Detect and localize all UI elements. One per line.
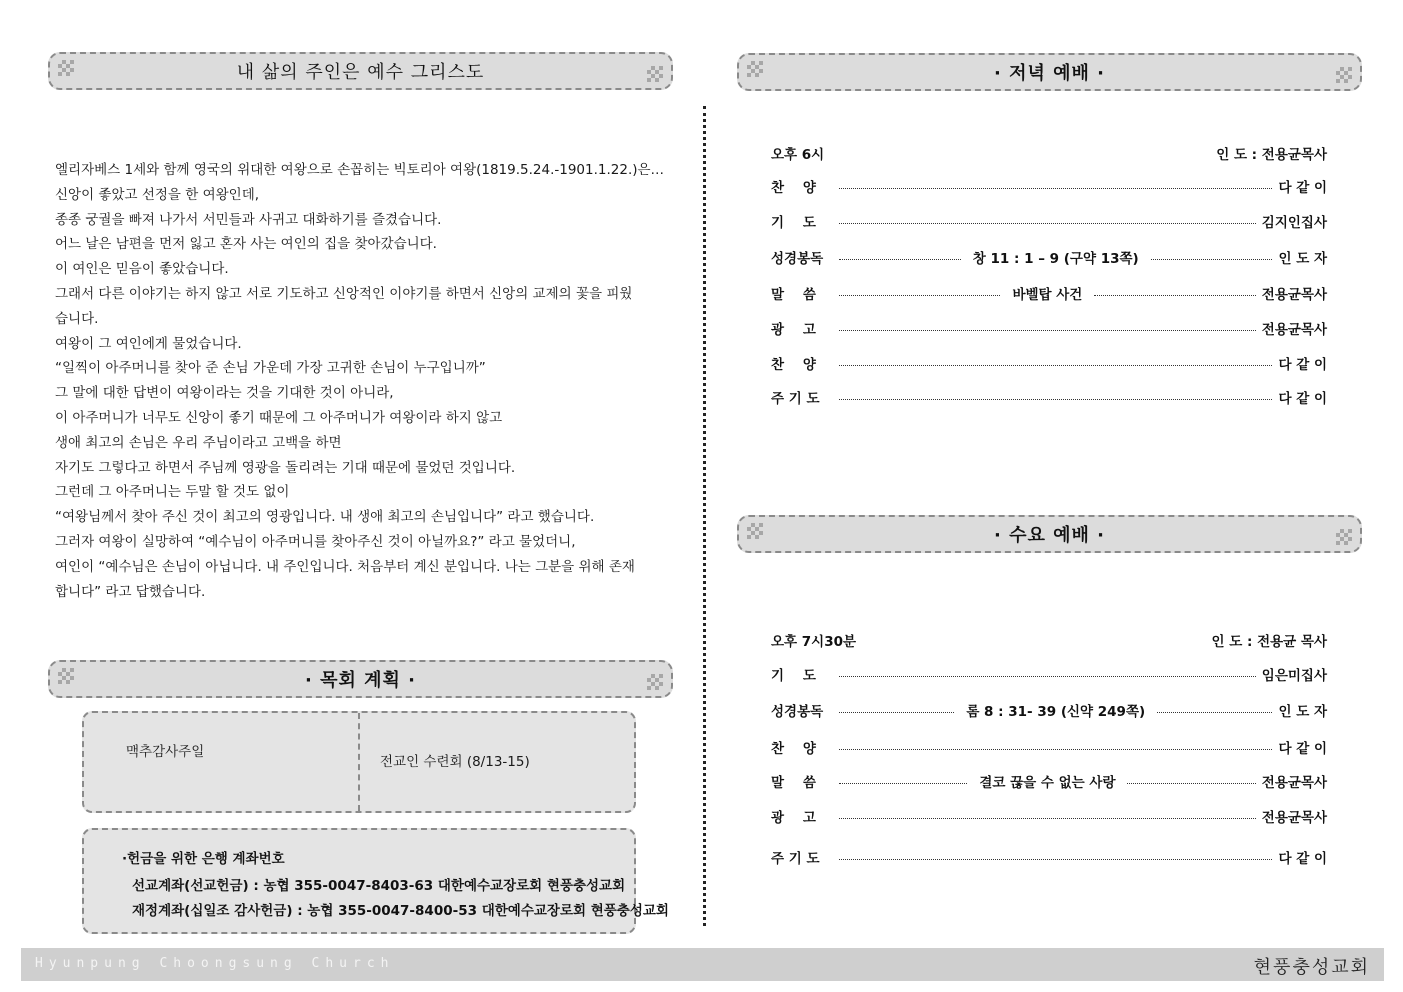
evening-service-time: 오후 6시 <box>771 147 825 163</box>
meditation-line: 그 말에 대한 답변이 여왕이라는 것을 기대한 것이 아니라, <box>55 385 394 402</box>
order-label: 말 씀 <box>771 287 816 303</box>
order-person: 전용균목사 <box>1261 287 1327 303</box>
order-person: 김지인집사 <box>1261 215 1327 231</box>
dotted-leader <box>839 330 1256 331</box>
meditation-text <box>55 158 665 604</box>
corner-pattern-icon <box>1336 529 1352 545</box>
order-person: 임은미집사 <box>1261 668 1327 684</box>
corner-pattern-icon <box>747 61 763 77</box>
footer-bar <box>21 948 1384 981</box>
order-label: 찬 양 <box>771 357 816 373</box>
meditation-line: 여왕이 그 여인에게 물었습니다. <box>55 335 242 352</box>
dotted-leader <box>1151 259 1273 260</box>
meditation-line: 그런데 그 아주머니는 두말 할 것도 없이 <box>55 484 290 501</box>
evening-order-row <box>771 318 1327 338</box>
dotted-leader <box>839 818 1256 819</box>
dotted-leader <box>1127 783 1255 784</box>
meditation-line: 엘리자베스 1세와 함께 영국의 위대한 여왕으로 손꼽히는 빅토리아 여왕(1819.5.24.-1901.1.22.)은… <box>55 162 665 178</box>
bank-mission-account: 선교계좌(선교헌금) : 농협 355-0047-8403-63 대한예수교장로회 현풍충성교회 <box>132 878 626 894</box>
order-label: 찬 양 <box>771 741 816 757</box>
wednesday-order-row <box>771 806 1327 826</box>
order-label: 말 씀 <box>771 775 816 791</box>
order-person: 다 같 이 <box>1278 357 1327 373</box>
footer-church-name-english: Hyunpung Choongsung Church <box>35 956 395 971</box>
wednesday-service-header <box>771 630 1327 650</box>
meditation-line: 이 아주머니가 너무도 신앙이 좋기 때문에 그 아주머니가 여왕이라 하지 않고 <box>55 409 503 426</box>
wednesday-order-row <box>771 847 1327 867</box>
order-detail: 창 11 : 1 – 9 (구약 13쪽) <box>972 251 1139 267</box>
dotted-leader <box>839 676 1256 677</box>
wednesday-order-row <box>771 664 1327 684</box>
order-label: 찬 양 <box>771 180 816 196</box>
pastoral-plan-banner <box>48 660 673 698</box>
corner-pattern-icon <box>58 668 74 684</box>
wednesday-order-row <box>771 771 1327 791</box>
order-person: 전용균목사 <box>1261 775 1328 791</box>
order-label: 광 고 <box>771 810 816 826</box>
dotted-leader <box>839 295 1000 296</box>
corner-pattern-icon <box>647 66 663 82</box>
dotted-leader <box>1094 295 1255 296</box>
evening-order-row <box>771 247 1327 267</box>
dotted-leader <box>839 188 1272 189</box>
order-person: 다 같 이 <box>1278 741 1327 757</box>
evening-service-header <box>771 143 1327 163</box>
page-divider <box>703 106 706 926</box>
order-detail: 바벨탑 사건 <box>1012 287 1083 303</box>
dotted-leader <box>839 783 967 784</box>
meditation-line: 종종 궁궐을 빠져 나가서 서민들과 사귀고 대화하기를 즐겼습니다. <box>55 211 442 228</box>
wednesday-order-row <box>771 700 1327 720</box>
bank-finance-account: 재정계좌(십일조 감사헌금) : 농협 355-0047-8400-53 대한예수교장로회 현풍충성교회 <box>132 903 669 919</box>
order-label: 주 기 도 <box>771 391 820 407</box>
order-label: 성경봉독 <box>771 704 824 720</box>
evening-order-row <box>771 283 1327 303</box>
corner-pattern-icon <box>747 523 763 539</box>
plan-right-item: 전교인 수련회 (8/13-15) <box>380 754 530 770</box>
meditation-line: 그래서 다른 이야기는 하지 않고 서로 기도하고 신앙적인 이야기를 하면서 신앙의 교제의 꽃을 피웠습니다. <box>55 285 633 327</box>
plan-left-item: 맥추감사주일 <box>126 744 205 760</box>
meditation-line: “여왕님께서 찾아 주신 것이 최고의 영광입니다. 내 생애 최고의 손님입니다” 라고 했습니다. <box>55 509 595 526</box>
order-person: 전용균목사 <box>1261 810 1327 826</box>
order-person: 다 같 이 <box>1278 180 1327 196</box>
pastoral-plan-title: · 목회 계획 · <box>304 670 417 691</box>
evening-order-row <box>771 387 1327 407</box>
evening-order-row <box>771 176 1327 196</box>
dotted-leader <box>839 365 1272 366</box>
evening-service-title: · 저녁 예배 · <box>993 63 1106 84</box>
corner-pattern-icon <box>647 674 663 690</box>
order-person: 인 도 자 <box>1278 704 1328 720</box>
meditation-line: 이 여인은 믿음이 좋았습니다. <box>55 261 229 278</box>
dotted-leader <box>839 712 954 713</box>
plan-divider <box>358 713 360 811</box>
dotted-leader <box>839 223 1256 224</box>
bank-account-box <box>82 828 669 934</box>
order-label: 광 고 <box>771 322 816 338</box>
order-detail: 결코 끊을 수 없는 사랑 <box>979 775 1116 791</box>
order-person: 전용균목사 <box>1261 322 1327 338</box>
footer-church-name-korean: 현풍충성교회 <box>1253 957 1370 978</box>
evening-order-row <box>771 211 1327 231</box>
pastoral-plan-box <box>82 711 636 813</box>
evening-order-row <box>771 353 1327 373</box>
order-label: 성경봉독 <box>771 251 824 267</box>
corner-pattern-icon <box>58 60 74 76</box>
meditation-line: “일찍이 아주머니를 찾아 준 손님 가운데 가장 고귀한 손님이 누구입니까” <box>55 360 486 377</box>
meditation-line: 자기도 그렇다고 하면서 주님께 영광을 돌리려는 기대 때문에 물었던 것입니다. <box>55 459 516 476</box>
dotted-leader <box>839 399 1272 400</box>
order-person: 다 같 이 <box>1278 851 1327 867</box>
order-label: 기 도 <box>771 215 816 231</box>
wednesday-service-leader: 인 도 : 전용균 목사 <box>1211 634 1327 650</box>
bank-heading: ·헌금을 위한 은행 계좌번호 <box>122 851 285 867</box>
meditation-line: 그러자 여왕이 실망하여 “예수님이 아주머니를 찾아주신 것이 아닐까요?” 라고 물었더니, <box>55 533 576 550</box>
evening-service-banner <box>737 53 1362 91</box>
order-label: 기 도 <box>771 668 816 684</box>
wednesday-service-banner <box>737 515 1362 553</box>
meditation-title: 내 삶의 주인은 예수 그리스도 <box>236 62 485 83</box>
meditation-line: 생애 최고의 손님은 우리 주님이라고 고백을 하면 <box>55 434 342 451</box>
corner-pattern-icon <box>1336 67 1352 83</box>
wednesday-service-time: 오후 7시30분 <box>771 634 857 650</box>
wednesday-order-row <box>771 737 1327 757</box>
dotted-leader <box>1157 712 1272 713</box>
meditation-line: 신앙이 좋았고 선정을 한 여왕인데, <box>55 186 260 203</box>
dotted-leader <box>839 749 1272 750</box>
wednesday-service-title: · 수요 예배 · <box>993 525 1106 546</box>
meditation-line: 여인이 “예수님은 손님이 아닙니다. 내 주인입니다. 처음부터 계신 분입니다. 나는 그분을 위해 존재합니다” 라고 답했습니다. <box>55 558 635 600</box>
dotted-leader <box>839 859 1272 860</box>
meditation-banner <box>48 52 673 90</box>
order-person: 인 도 자 <box>1278 251 1328 267</box>
order-detail: 롬 8 : 31- 39 (신약 249쪽) <box>966 704 1146 720</box>
order-person: 다 같 이 <box>1278 391 1327 407</box>
evening-service-leader: 인 도 : 전용균목사 <box>1216 147 1327 163</box>
dotted-leader <box>839 259 961 260</box>
meditation-line: 어느 날은 남편을 먼저 잃고 혼자 사는 여인의 집을 찾아갔습니다. <box>55 236 437 253</box>
order-label: 주 기 도 <box>771 851 820 867</box>
